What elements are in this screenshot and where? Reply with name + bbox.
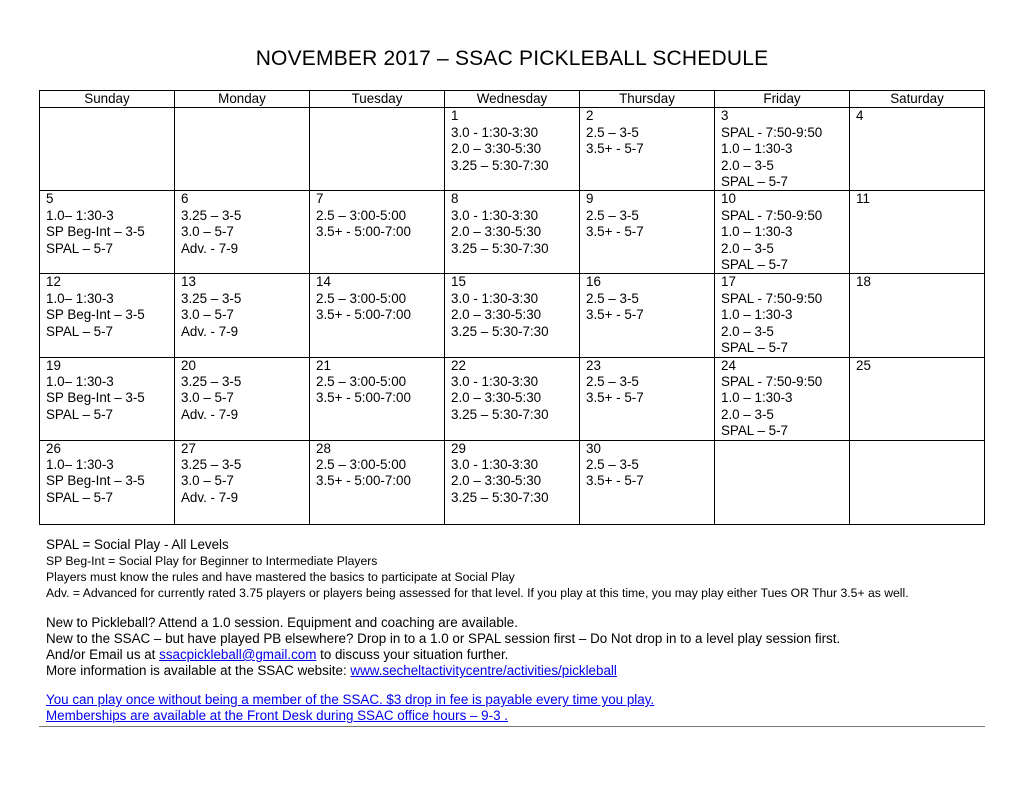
footer-memberships-link[interactable]: Memberships are available at the Front Desk during SSAC office hours – 9-3 . [46,708,508,723]
session-entry: 3.5+ - 5:00-7:00 [316,224,411,240]
day-number: 6 [181,191,189,207]
session-entry: SPAL – 5-7 [721,174,788,190]
session-entry: 3.0 – 5-7 [181,224,234,240]
day-cell [715,357,850,440]
day-cell [445,357,580,440]
day-number: 9 [586,191,594,207]
session-entry: 3.5+ - 5-7 [586,141,644,157]
day-cell [715,191,850,274]
day-number: 1 [451,108,459,124]
session-entry: SPAL - 7:50-9:50 [721,124,823,140]
info-new-pickleball: New to Pickleball? Attend a 1.0 session. Equipment and coaching are available. [46,615,518,630]
day-header-thursday: Thursday [580,91,715,108]
week-row [40,108,985,191]
day-number: 25 [856,357,871,373]
session-entry: 1.0– 1:30-3 [46,207,114,223]
website-link[interactable]: www.secheltactivitycentre/activities/pickleball [350,663,617,678]
session-entry: 1.0 – 1:30-3 [721,141,793,157]
day-number: 12 [46,274,61,290]
session-entry: 1.0 – 1:30-3 [721,307,793,323]
day-cell [445,108,580,191]
notes-section [46,537,1006,724]
day-cell [445,191,580,274]
week-row [40,191,985,274]
session-entry: 3.25 – 5:30-7:30 [451,489,549,505]
day-number: 19 [46,357,61,373]
session-entry: 2.0 – 3:30-5:30 [451,307,542,323]
day-cell [40,108,175,191]
email-suffix: to discuss your situation further. [316,647,509,662]
day-number: 4 [856,108,864,124]
session-entry: SP Beg-Int – 3-5 [46,473,145,489]
day-number: 15 [451,274,466,290]
day-cell [580,357,715,440]
day-header-friday: Friday [715,91,850,108]
day-cell [40,274,175,357]
session-entry: 2.5 – 3-5 [586,456,639,472]
session-entry: SPAL - 7:50-9:50 [721,290,823,306]
session-entry: 1.0– 1:30-3 [46,373,114,389]
day-number: 23 [586,357,601,373]
session-entry: 3.25 – 5:30-7:30 [451,240,549,256]
session-entry: 3.0 - 1:30-3:30 [451,290,539,306]
session-entry: 3.0 - 1:30-3:30 [451,456,539,472]
session-entry: 3.5+ - 5-7 [586,390,644,406]
day-cell [310,274,445,357]
day-cell [850,440,985,524]
day-cell [715,440,850,524]
session-entry: 2.5 – 3-5 [586,124,639,140]
session-entry: 2.5 – 3:00-5:00 [316,207,407,223]
footer-drop-in-link[interactable]: You can play once without being a member of the SSAC. $3 drop in fee is payable every time you play. [46,692,655,707]
day-number: 28 [316,440,331,456]
day-header-wednesday: Wednesday [445,91,580,108]
session-entry: SPAL – 5-7 [721,423,788,439]
session-entry: 3.25 – 3-5 [181,290,242,306]
day-cell [40,440,175,524]
day-cell [850,274,985,357]
day-number: 7 [316,191,324,207]
session-entry: 3.0 - 1:30-3:30 [451,373,539,389]
day-cell [175,440,310,524]
footer-divider [39,726,985,727]
day-number: 27 [181,440,196,456]
session-entry: SPAL – 5-7 [721,340,788,356]
day-number: 18 [856,274,871,290]
day-cell [445,274,580,357]
session-entry: SP Beg-Int – 3-5 [46,307,145,323]
session-entry: 3.25 – 3-5 [181,207,242,223]
day-number: 14 [316,274,331,290]
session-entry: 3.25 – 3-5 [181,373,242,389]
day-cell [175,274,310,357]
session-entry: 2.5 – 3-5 [586,207,639,223]
session-entry: 3.0 – 5-7 [181,390,234,406]
session-entry: 2.5 – 3:00-5:00 [316,290,407,306]
session-entry: 3.5+ - 5:00-7:00 [316,473,411,489]
session-entry: SP Beg-Int – 3-5 [46,224,145,240]
day-number: 21 [316,357,331,373]
session-entry: Adv. - 7-9 [181,323,239,339]
session-entry: 3.0 - 1:30-3:30 [451,124,539,140]
day-cell [175,357,310,440]
day-cell [580,440,715,524]
session-entry: Adv. - 7-9 [181,489,239,505]
legend-adv: Adv. = Advanced for currently rated 3.75 players or players being assessed for that level. If you play at this time, you may play either Tues OR Thur 3.5+ as well. [46,586,909,600]
info-website-line [46,663,1006,679]
day-cell [175,191,310,274]
session-entry: 1.0 – 1:30-3 [721,390,793,406]
day-number: 20 [181,357,196,373]
day-number: 2 [586,108,594,124]
session-entry: 3.25 – 5:30-7:30 [451,406,549,422]
day-cell [175,108,310,191]
session-entry: SPAL – 5-7 [46,489,113,505]
session-entry: SP Beg-Int – 3-5 [46,390,145,406]
day-number: 30 [586,440,601,456]
session-entry: 3.25 – 3-5 [181,456,242,472]
session-entry: 2.0 – 3:30-5:30 [451,224,542,240]
day-header-monday: Monday [175,91,310,108]
calendar-body [40,108,985,524]
week-row [40,357,985,440]
day-cell [850,191,985,274]
day-cell [580,191,715,274]
week-row [40,440,985,524]
day-number: 13 [181,274,196,290]
day-number: 17 [721,274,736,290]
session-entry: Adv. - 7-9 [181,240,239,256]
session-entry: 2.5 – 3-5 [586,373,639,389]
legend-spal: SPAL = Social Play - All Levels [46,537,229,552]
day-cell [850,108,985,191]
email-prefix: And/or Email us at [46,647,160,662]
session-entry: 3.5+ - 5:00-7:00 [316,390,411,406]
day-cell [310,440,445,524]
day-number: 24 [721,357,736,373]
session-entry: Adv. - 7-9 [181,406,239,422]
session-entry: 2.0 – 3-5 [721,157,774,173]
email-link[interactable]: ssacpickleball@gmail.com [159,647,317,662]
day-cell [40,191,175,274]
session-entry: SPAL – 5-7 [46,406,113,422]
session-entry: 3.0 - 1:30-3:30 [451,207,539,223]
day-cell [310,191,445,274]
legend-rules: Players must know the rules and have mastered the basics to participate at Social Play [46,570,515,584]
day-number: 3 [721,108,729,124]
calendar-table [39,90,985,525]
session-entry: 2.5 – 3:00-5:00 [316,373,407,389]
day-cell [580,274,715,357]
day-header-tuesday: Tuesday [310,91,445,108]
session-entry: 3.5+ - 5-7 [586,307,644,323]
session-entry: 3.25 – 5:30-7:30 [451,157,549,173]
day-cell [310,108,445,191]
session-entry: 3.0 – 5-7 [181,473,234,489]
day-cell [310,357,445,440]
session-entry: 2.0 – 3-5 [721,240,774,256]
page-title: NOVEMBER 2017 – SSAC PICKLEBALL SCHEDULE [255,47,769,70]
session-entry: 1.0– 1:30-3 [46,290,114,306]
session-entry: 3.5+ - 5-7 [586,224,644,240]
day-cell [40,357,175,440]
session-entry: 2.5 – 3-5 [586,290,639,306]
day-number: 5 [46,191,54,207]
day-number: 16 [586,274,601,290]
session-entry: 3.5+ - 5:00-7:00 [316,307,411,323]
session-entry: 3.25 – 5:30-7:30 [451,323,549,339]
session-entry: 2.0 – 3:30-5:30 [451,390,542,406]
session-entry: 2.0 – 3-5 [721,406,774,422]
info-new-ssac: New to the SSAC – but have played PB elsewhere? Drop in to a 1.0 or SPAL session first – Do Not drop in to a level play session first. [46,631,841,646]
session-entry: 2.0 – 3:30-5:30 [451,473,542,489]
info-email-line [46,647,1006,663]
session-entry: SPAL - 7:50-9:50 [721,207,823,223]
session-entry: SPAL – 5-7 [46,323,113,339]
day-number: 29 [451,440,466,456]
session-entry: 2.0 – 3:30-5:30 [451,141,542,157]
day-number: 26 [46,440,61,456]
session-entry: 2.5 – 3:00-5:00 [316,456,407,472]
website-prefix: More information is available at the SSAC website: [46,663,351,678]
day-header-sunday: Sunday [40,91,175,108]
day-header-saturday: Saturday [850,91,985,108]
day-header-row [40,91,985,108]
day-number: 10 [721,191,736,207]
day-number: 11 [856,191,870,207]
day-number: 8 [451,191,459,207]
day-cell [715,274,850,357]
session-entry: 2.0 – 3-5 [721,323,774,339]
session-entry: 1.0 – 1:30-3 [721,224,793,240]
day-cell [850,357,985,440]
legend-sp-beg-int: SP Beg-Int = Social Play for Beginner to Intermediate Players [46,554,378,568]
day-cell [445,440,580,524]
session-entry: 3.0 – 5-7 [181,307,234,323]
week-row [40,274,985,357]
session-entry: SPAL – 5-7 [721,257,788,273]
session-entry: 3.5+ - 5-7 [586,473,644,489]
day-number: 22 [451,357,466,373]
session-entry: 1.0– 1:30-3 [46,456,114,472]
session-entry: SPAL - 7:50-9:50 [721,373,823,389]
day-cell [715,108,850,191]
day-cell [580,108,715,191]
session-entry: SPAL – 5-7 [46,240,113,256]
